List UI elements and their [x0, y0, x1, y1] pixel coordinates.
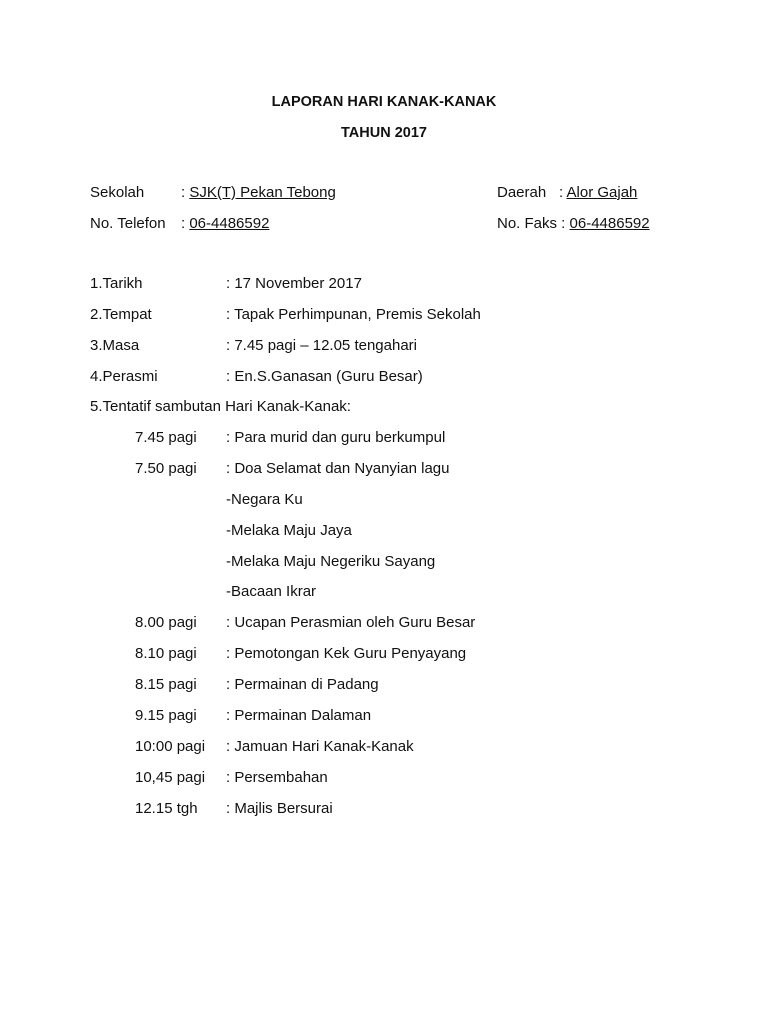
document-year: TAHUN 2017	[341, 125, 427, 141]
schedule-time: 8.10 pagi	[135, 645, 197, 662]
sekolah-value: SJK(T) Pekan Tebong	[189, 184, 336, 201]
schedule-text: -Bacaan Ikrar	[226, 583, 317, 600]
schedule-time: 7.50 pagi	[135, 460, 197, 477]
detail-label: 1.Tarikh	[90, 275, 143, 292]
sekolah-field	[181, 184, 336, 202]
schedule-text: -Melaka Maju Jaya	[226, 522, 352, 539]
telefon-label: No. Telefon	[90, 215, 166, 232]
faks-field	[497, 215, 650, 233]
faks-label: No. Faks :	[497, 215, 570, 232]
schedule-text: : Jamuan Hari Kanak-Kanak	[226, 738, 414, 755]
detail-label: 2.Tempat	[90, 306, 152, 323]
telefon-value: 06-4486592	[189, 215, 270, 232]
schedule-text: -Melaka Maju Negeriku Sayang	[226, 553, 436, 570]
schedule-time: 8.00 pagi	[135, 614, 197, 631]
detail-label: 3.Masa	[90, 337, 140, 354]
schedule-time: 12.15 tgh	[135, 800, 198, 817]
faks-value: 06-4486592	[569, 215, 650, 232]
tentatif-heading: 5.Tentatif sambutan Hari Kanak-Kanak:	[90, 398, 351, 415]
schedule-time: 9.15 pagi	[135, 707, 197, 724]
sekolah-colon: :	[181, 184, 190, 201]
daerah-field	[559, 184, 637, 202]
detail-value: : En.S.Ganasan (Guru Besar)	[226, 368, 423, 385]
schedule-text: : Doa Selamat dan Nyanyian lagu	[226, 460, 450, 477]
detail-value: : Tapak Perhimpunan, Premis Sekolah	[226, 306, 481, 323]
schedule-text: : Permainan Dalaman	[226, 707, 372, 724]
detail-label: 4.Perasmi	[90, 368, 158, 385]
document-title: LAPORAN HARI KANAK-KANAK	[271, 94, 497, 110]
detail-value: : 17 November 2017	[226, 275, 362, 292]
daerah-label: Daerah	[497, 184, 547, 201]
daerah-colon: :	[559, 184, 567, 201]
daerah-value: Alor Gajah	[566, 184, 638, 201]
schedule-time: 10,45 pagi	[135, 769, 206, 786]
schedule-text: : Persembahan	[226, 769, 328, 786]
detail-value: : 7.45 pagi – 12.05 tengahari	[226, 337, 417, 354]
schedule-time: 8.15 pagi	[135, 676, 197, 693]
schedule-text: : Majlis Bersurai	[226, 800, 333, 817]
schedule-time: 10:00 pagi	[135, 738, 206, 755]
schedule-text: -Negara Ku	[226, 491, 303, 508]
schedule-text: : Permainan di Padang	[226, 676, 379, 693]
schedule-text: : Para murid dan guru berkumpul	[226, 429, 446, 446]
telefon-colon: :	[181, 215, 190, 232]
schedule-text: : Ucapan Perasmian oleh Guru Besar	[226, 614, 476, 631]
schedule-time: 7.45 pagi	[135, 429, 197, 446]
sekolah-label: Sekolah	[90, 184, 145, 201]
schedule-text: : Pemotongan Kek Guru Penyayang	[226, 645, 467, 662]
telefon-field	[181, 215, 269, 233]
